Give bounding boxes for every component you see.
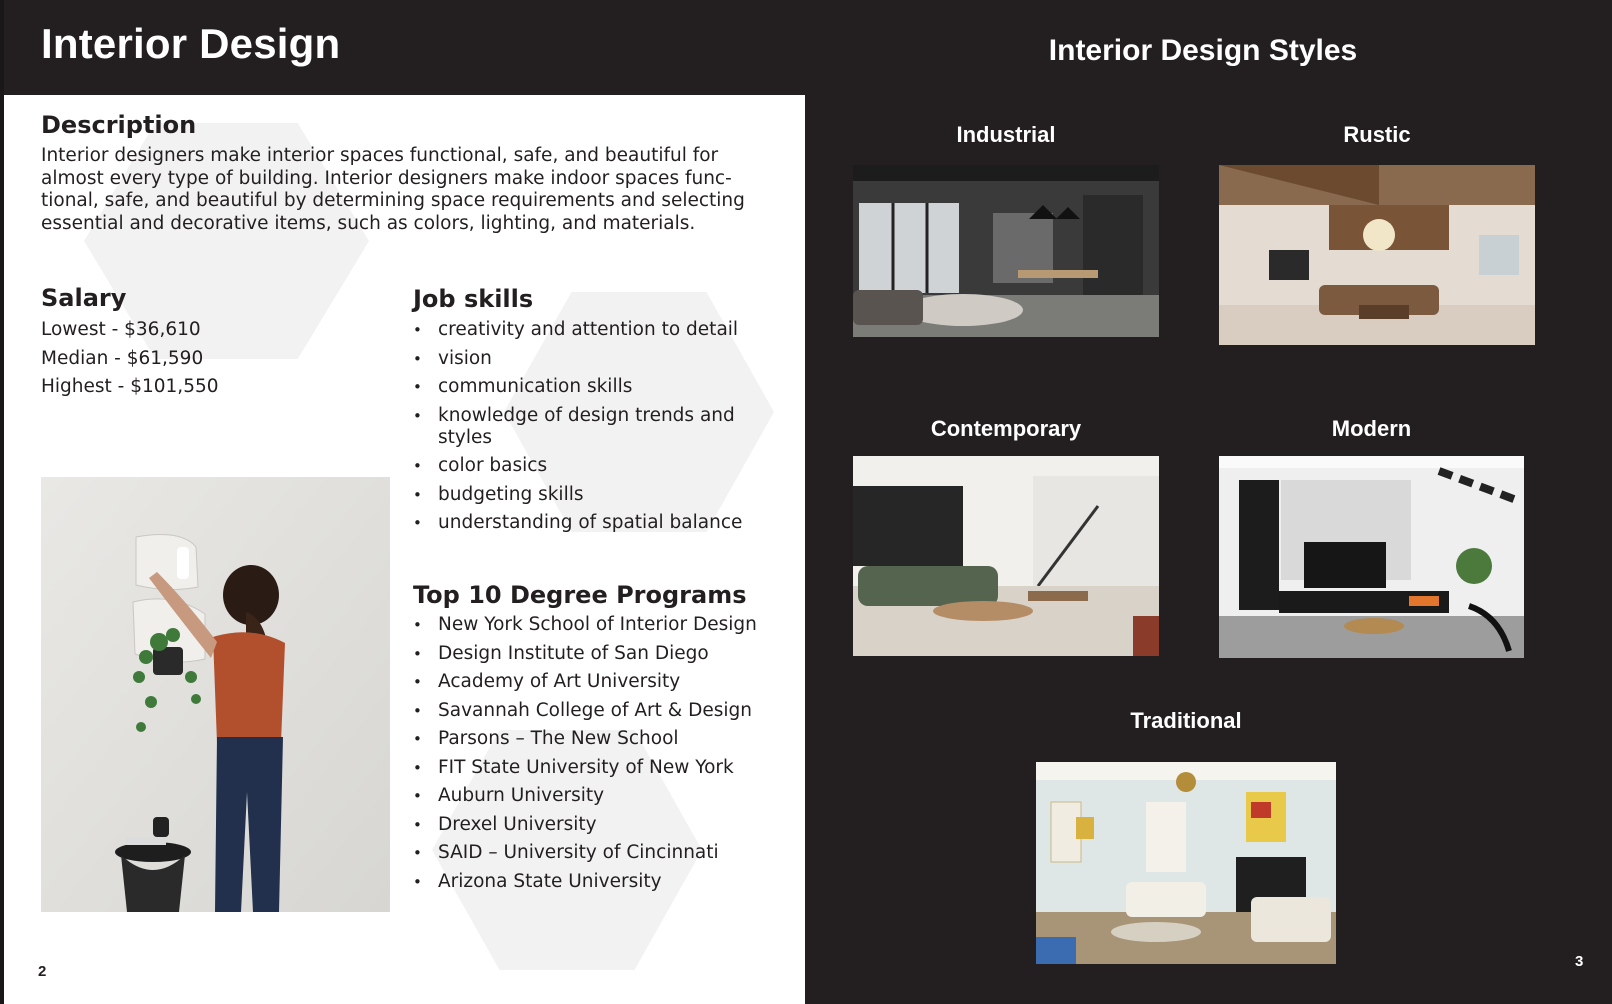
list-item: • understanding of spatial balance [413,512,773,534]
list-item: • vision [413,348,773,370]
description-text: Interior designers make interior spaces functional, safe, and beautiful for almost every type of building. Interior designers make indoor spaces func-tional, safe, and beautiful by determining space requirements and selecting essential and decorative items, such as colors, lighting, and materials. [41,145,745,234]
list-item: • color basics [413,455,773,477]
job-skills-list [413,319,773,541]
list-item: • Parsons – The New School [413,728,793,750]
list-item: • Drexel University [413,814,793,836]
list-item: • communication skills [413,376,773,398]
style-label-rustic: Rustic [1343,122,1411,147]
salary-item-median: Median - $61,590 [41,347,204,369]
degree-programs-heading: Top 10 Degree Programs [413,581,747,609]
list-item: • Design Institute of San Diego [413,643,793,665]
list-item: • budgeting skills [413,484,773,506]
page-title: Interior Design [41,20,341,67]
page-number: 2 [38,963,47,980]
rustic-room-image [1219,165,1535,345]
style-label-traditional: Traditional [1130,708,1242,733]
traditional-room-image [1036,762,1336,964]
industrial-room-image [853,165,1159,337]
degree-programs-list [413,614,793,899]
salary-heading: Salary [41,284,127,312]
description-heading: Description [41,111,197,139]
list-item: • Auburn University [413,785,793,807]
list-item: • Arizona State University [413,871,793,893]
page-number: 3 [1575,953,1584,970]
list-item: • Savannah College of Art & Design [413,700,793,722]
designer-photo [41,477,390,912]
list-item: • New York School of Interior Design [413,614,793,636]
salary-item-lowest: Lowest - $36,610 [41,319,201,340]
job-skills-heading: Job skills [413,285,534,313]
styles-title: Interior Design Styles [1048,34,1358,67]
salary-list [41,316,219,402]
contemporary-room-image [853,456,1159,656]
style-label-industrial: Industrial [956,122,1056,147]
style-label-contemporary: Contemporary [930,416,1082,441]
list-item: • knowledge of design trends and styles [413,405,773,449]
style-label-modern: Modern [1331,416,1412,441]
list-item: • SAID – University of Cincinnati [413,842,793,864]
modern-room-image [1219,456,1524,658]
list-item: • FIT State University of New York [413,757,793,779]
salary-item-highest: Highest - $101,550 [41,376,219,397]
list-item: • Academy of Art University [413,671,793,693]
list-item: • creativity and attention to detail [413,319,773,341]
